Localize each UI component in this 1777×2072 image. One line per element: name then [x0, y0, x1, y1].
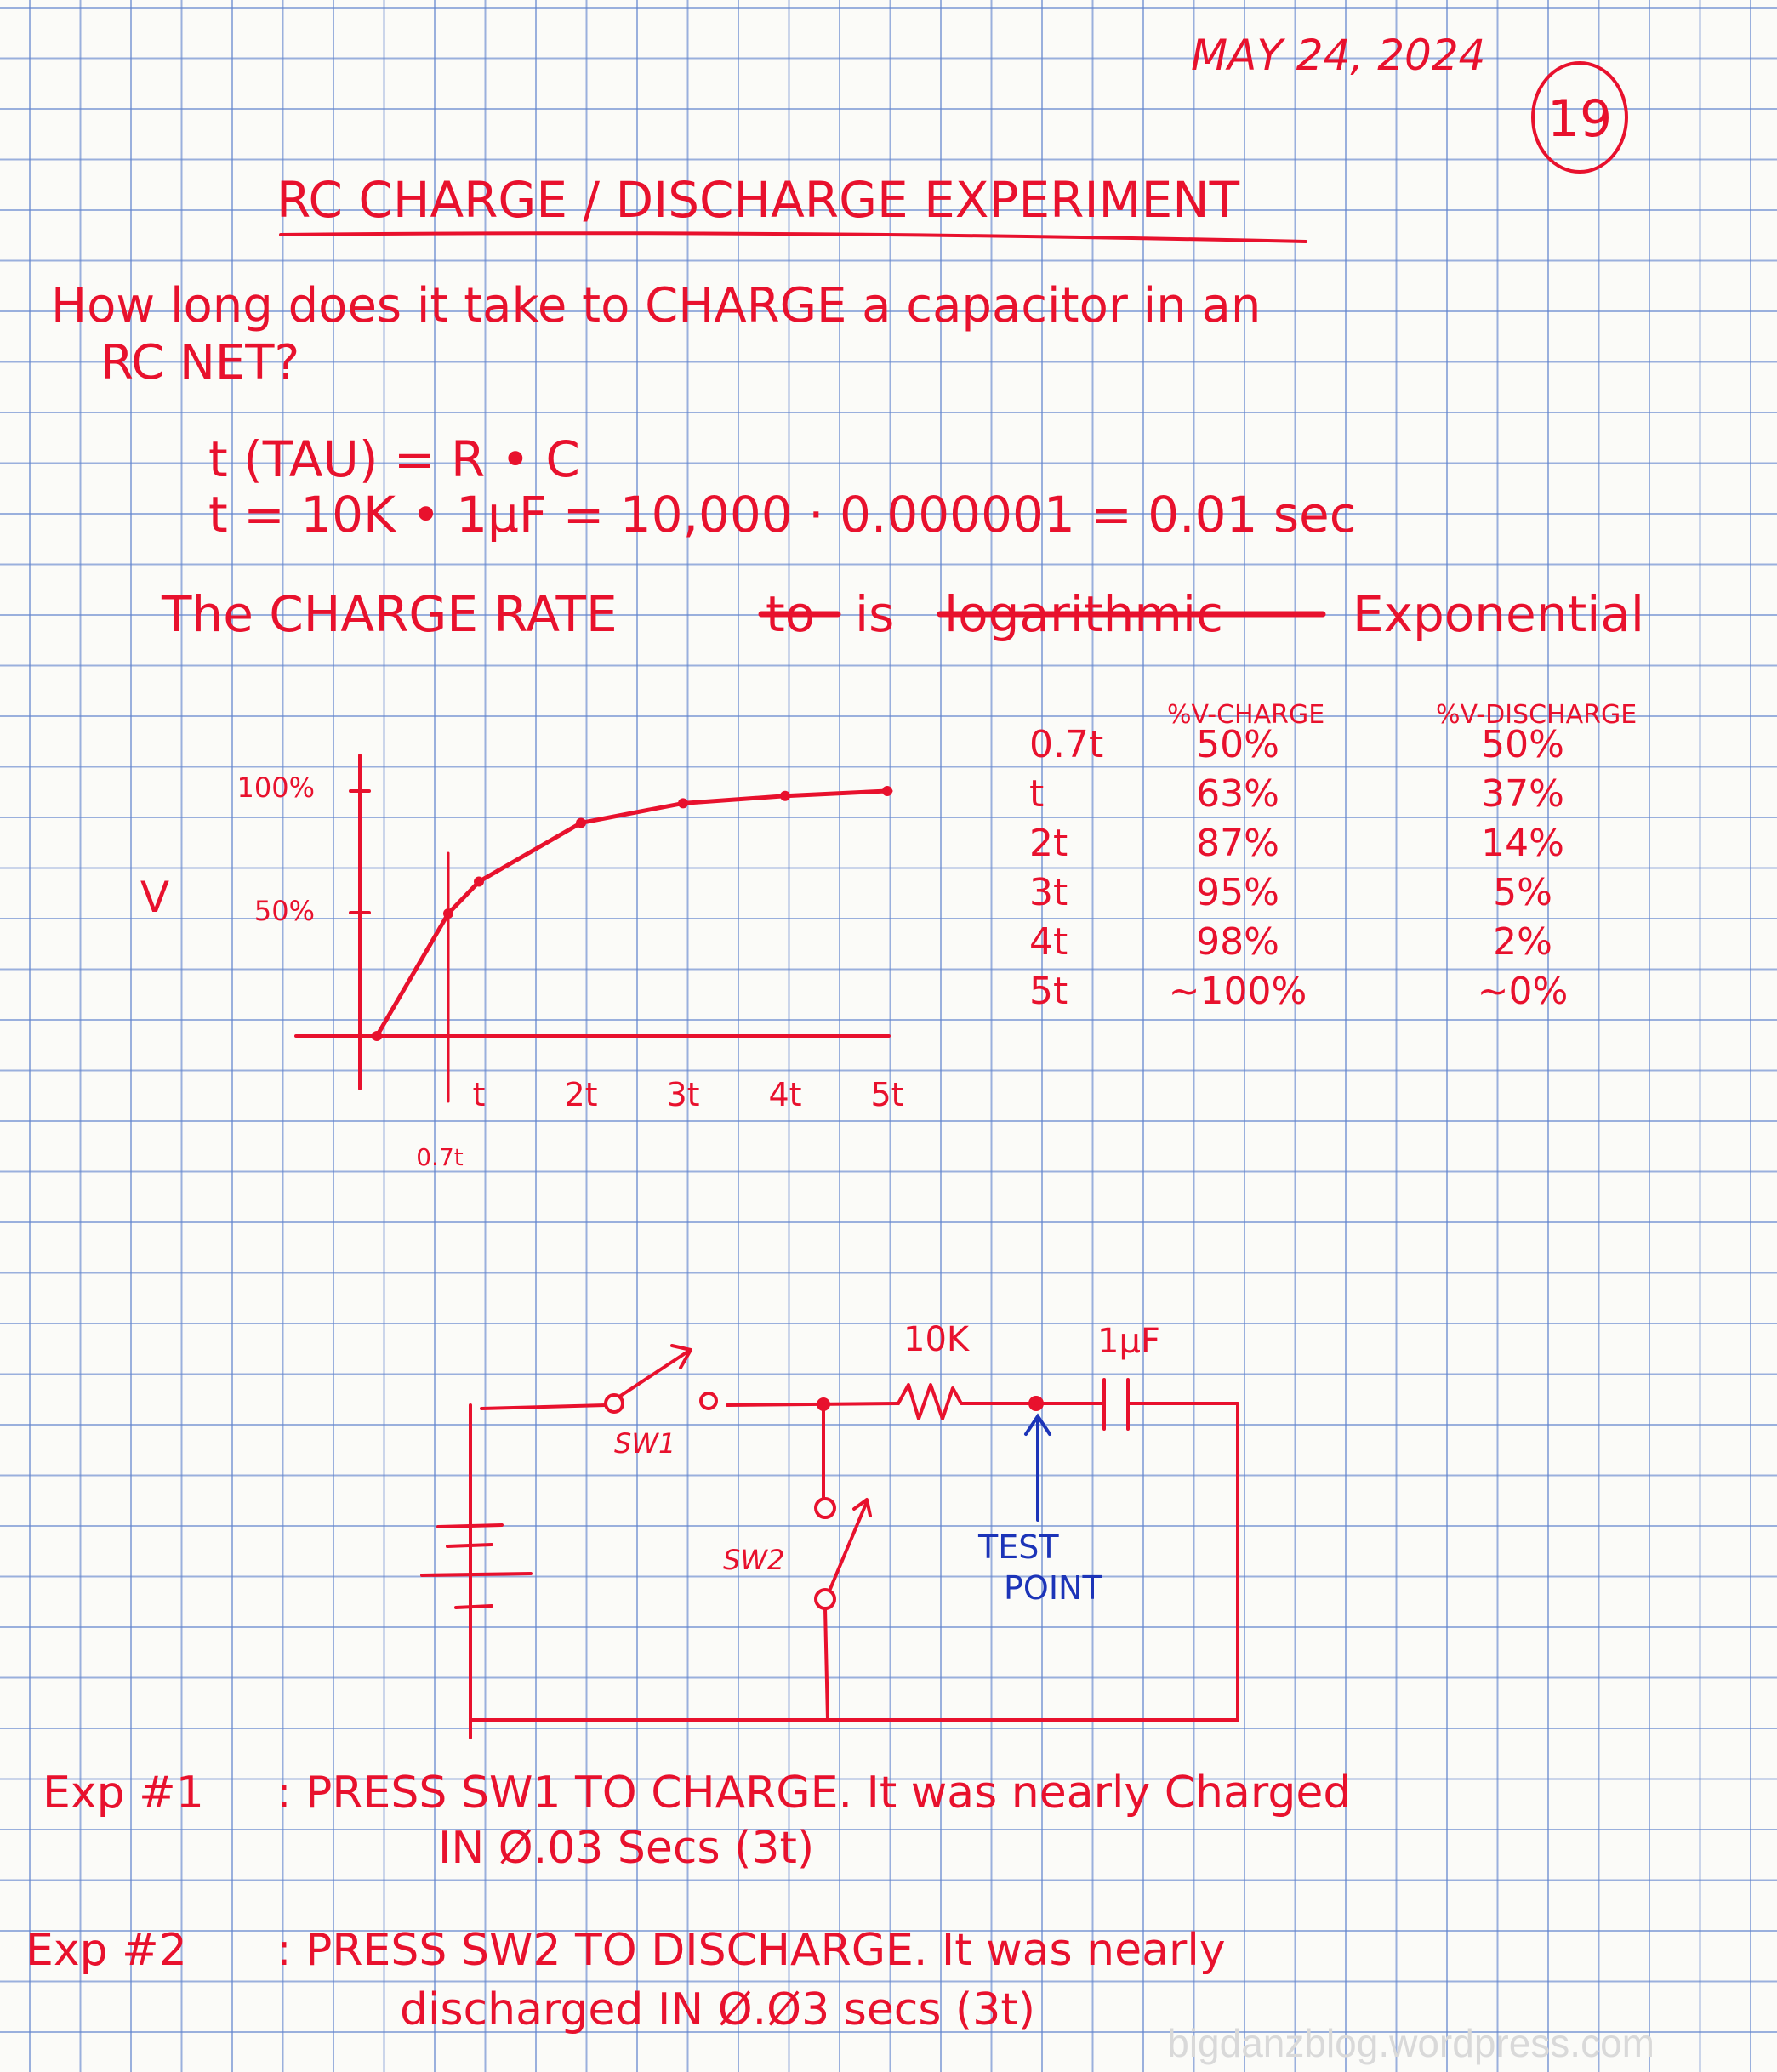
table-cell-time: 5t [1029, 970, 1068, 1013]
exp1-line-2: IN Ø.03 Secs (3t) [438, 1823, 815, 1874]
sw2-label: SW2 [723, 1544, 785, 1576]
table-cell-discharge: 50% [1481, 723, 1564, 766]
sw2-contact-top [816, 1499, 834, 1517]
data-point [372, 1031, 382, 1041]
capacitor-label: 1μF [1097, 1322, 1160, 1361]
test-point-label-1: TEST [978, 1528, 1059, 1566]
table-cell-charge: 50% [1196, 723, 1279, 766]
wire-from-sw2 [825, 1608, 828, 1720]
x-tick-label: 5t [870, 1076, 904, 1113]
rc-circuit-diagram [422, 1320, 1238, 1738]
data-point [474, 877, 484, 887]
data-points [372, 786, 892, 1041]
date-text: MAY 24, 2024 [1191, 31, 1486, 80]
charge-rate-line [161, 585, 1644, 643]
table-cell-discharge: 37% [1481, 772, 1564, 816]
capacitor-symbol [1036, 1380, 1238, 1429]
struck-word-logarithmic: logarithmic [944, 585, 1223, 643]
sw2-contact-bottom [816, 1590, 834, 1608]
page-number: 19 [1546, 89, 1613, 149]
rate-exponential: Exponential [1353, 585, 1644, 643]
table-cell-charge: 98% [1196, 920, 1279, 964]
formula-tau: t (TAU) = R • C [208, 430, 580, 488]
y-axis-label: V [140, 873, 170, 922]
sw2-lever [830, 1500, 870, 1589]
table-cell-discharge: 2% [1493, 920, 1552, 964]
resistor-symbol [898, 1385, 1036, 1419]
table-cell-charge: 87% [1196, 822, 1279, 865]
table-cell-discharge: 14% [1481, 822, 1564, 865]
header-discharge: %V-DISCHARGE [1436, 700, 1637, 730]
resistor-label: 10K [903, 1320, 970, 1359]
struck-word-to: to [766, 585, 816, 643]
wire-top-middle [727, 1403, 898, 1405]
battery-symbol [422, 1525, 531, 1608]
title-underline [281, 233, 1306, 242]
charge-rate-prefix: The CHARGE RATE [162, 585, 618, 643]
x-tick-label: 3t [666, 1076, 700, 1113]
x-tick-label: 2t [564, 1076, 598, 1113]
y-tick-label-50: 50% [253, 895, 315, 927]
y-tick-label-100: 100% [236, 771, 315, 804]
sw1-lever [619, 1346, 691, 1397]
table-cell-time: t [1029, 772, 1045, 816]
x-tick-labels [473, 1076, 904, 1113]
table-cell-time: 3t [1029, 871, 1068, 914]
page-title: RC CHARGE / DISCHARGE EXPERIMENT [276, 171, 1240, 229]
watermark: bigdanzblog.wordpress.com [1167, 2021, 1655, 2065]
table-cell-time: 0.7t [1029, 723, 1104, 766]
table-rows [1029, 723, 1568, 1013]
data-point [882, 786, 892, 796]
data-point [576, 817, 586, 828]
data-point [678, 798, 688, 808]
wire-top-left [481, 1405, 606, 1409]
header-charge: %V-CHARGE [1167, 700, 1325, 730]
table-cell-charge: ~100% [1168, 970, 1307, 1013]
charge-curve-line [377, 791, 891, 1036]
data-point [443, 908, 453, 919]
table-cell-time: 2t [1029, 822, 1068, 865]
table-cell-time: 4t [1029, 920, 1068, 964]
exp1-line-1: : PRESS SW1 TO CHARGE. It was nearly Charged [276, 1767, 1352, 1819]
exp2-line-1: : PRESS SW2 TO DISCHARGE. It was nearly [276, 1925, 1226, 1976]
x-marker-0.7t-label: 0.7t [416, 1143, 464, 1171]
rate-is: is [855, 585, 895, 643]
table-cell-charge: 63% [1196, 772, 1279, 816]
test-point-arrow [1026, 1416, 1050, 1520]
table-cell-discharge: 5% [1493, 871, 1552, 914]
x-tick-label: t [472, 1076, 486, 1113]
exp1-label: Exp #1 [43, 1767, 204, 1819]
question-line-1: How long does it take to CHARGE a capacitor in an [51, 278, 1262, 333]
question-line-2: RC NET? [100, 335, 300, 390]
test-point-label-2: POINT [1004, 1569, 1102, 1607]
table-cell-discharge: ~0% [1477, 970, 1569, 1013]
data-point [780, 791, 790, 801]
charge-curve-chart [140, 755, 904, 1171]
formula-calc: t = 10K • 1μF = 10,000 · 0.000001 = 0.01 sec [208, 486, 1357, 544]
sw1-contact-b [701, 1393, 716, 1409]
percent-table [1029, 700, 1637, 1013]
sw1-label: SW1 [614, 1427, 676, 1460]
x-tick-label: 4t [768, 1076, 802, 1113]
exp2-label: Exp #2 [26, 1925, 187, 1976]
exp2-line-2: discharged IN Ø.Ø3 secs (3t) [400, 1984, 1036, 2035]
table-cell-charge: 95% [1196, 871, 1279, 914]
